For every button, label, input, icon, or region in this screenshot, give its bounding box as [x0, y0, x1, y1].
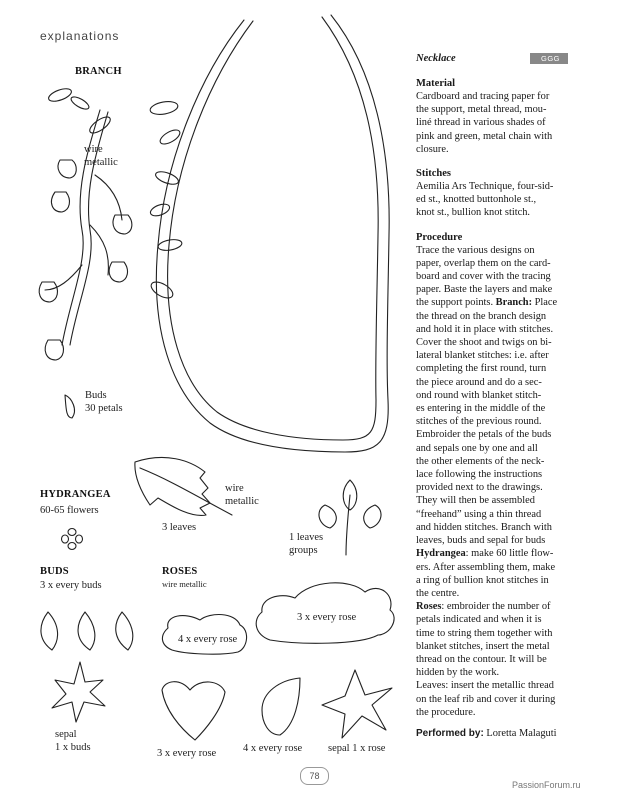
- procedure-heading: Procedure: [416, 231, 463, 243]
- label-line: wire: [225, 483, 244, 494]
- rose-petal-small-label: 4 x every rose: [178, 634, 238, 645]
- text-run: : make 60 little flow-: [465, 548, 554, 560]
- text-run: the support points.: [416, 297, 496, 309]
- text-line: stitches of the previous round.: [416, 416, 542, 428]
- page-number: 78: [300, 767, 329, 785]
- text-line: They will then be assembled: [416, 495, 535, 507]
- text-line: Cardboard and tracing paper for: [416, 91, 550, 102]
- difficulty-badge: GGG: [530, 53, 568, 64]
- text-line: pink and green, metal chain with: [416, 130, 553, 142]
- text-line: on the leaf rib and cover it during: [416, 693, 556, 705]
- text-line: the support, metal thread, mou-: [416, 104, 547, 116]
- text-line: Trace the various designs on: [416, 244, 535, 256]
- buds-count-label: 3 x every buds: [40, 580, 102, 591]
- performed-by-label: Performed by:: [416, 727, 484, 739]
- text-line: and hidden stitches. Branch with: [416, 521, 552, 533]
- text-line: es entering in the middle of the: [416, 403, 546, 415]
- text-line: a ring of bullion knot stitches in: [416, 574, 549, 586]
- rose-petal-teardrop-label: 4 x every rose: [243, 743, 303, 754]
- label-line: 1 leaves: [289, 532, 324, 543]
- text-line: the piece around and do a sec-: [416, 376, 542, 388]
- leaves-groups-label: [289, 531, 323, 557]
- material-heading: Material: [416, 78, 456, 89]
- text-line: ed st., knotted buttonhole st.,: [416, 194, 537, 206]
- text-line: hidden by the work.: [416, 667, 500, 679]
- text-line: liné thread in various shades of: [416, 117, 546, 129]
- rose-petal-fan-drawing: [162, 682, 225, 740]
- procedure-text: [416, 244, 568, 719]
- text-line: Leaves: insert the metallic thread: [416, 680, 554, 692]
- rose-petal-fan-label: 3 x every rose: [157, 748, 217, 759]
- text-line: closure.: [416, 143, 449, 155]
- label-line: groups: [289, 545, 318, 556]
- label-line: metallic: [225, 496, 259, 507]
- hydrangea-term: Hydrangea: [416, 548, 466, 560]
- text-line: ond round with blanket stitch-: [416, 389, 542, 401]
- stitches-heading: Stitches: [416, 168, 451, 180]
- text-line: the thread on the branch design: [416, 310, 547, 322]
- section-header: explanations: [40, 29, 120, 43]
- bud-petals-drawing: [41, 612, 133, 650]
- bud-sepal-drawing: [52, 662, 105, 722]
- text-run: Place: [532, 297, 558, 309]
- necklace-outline-drawing: [156, 15, 389, 452]
- three-leaves-label: 3 leaves: [162, 522, 197, 533]
- credits: [416, 728, 568, 739]
- roses-heading: ROSES: [162, 566, 198, 577]
- rose-sepal-label: sepal 1 x rose: [328, 743, 386, 754]
- text-line: [416, 296, 568, 309]
- text-line: and sepals one by one and all: [416, 442, 538, 454]
- text-line: provided next to the drawings.: [416, 482, 543, 494]
- watermark: PassionForum.ru: [512, 780, 581, 790]
- label-line: sepal: [55, 729, 77, 740]
- text-line: thread on the contour. It will be: [416, 653, 547, 665]
- branch-label: BRANCH: [75, 66, 122, 77]
- text-line: petals indicated and when it is: [416, 614, 542, 626]
- text-line: lateral blanket stitches: i.e. after: [416, 350, 549, 362]
- rose-petal-large-label: 3 x every rose: [297, 612, 357, 623]
- label-line: 30 petals: [85, 403, 123, 414]
- material-text: [416, 90, 568, 156]
- text-line: [416, 547, 568, 560]
- text-line: [416, 600, 568, 613]
- text-line: knot st., bullion knot stitch.: [416, 207, 531, 219]
- wire-metallic-label-2: [225, 482, 259, 508]
- text-line: Cover the shoot and twigs on bi-: [416, 337, 552, 349]
- text-line: and hold it in place with stitches.: [416, 323, 554, 335]
- text-line: blanket stitches, insert the metal: [416, 640, 550, 652]
- stitches-text: [416, 180, 568, 220]
- branch-leaves-right-drawing: [149, 127, 183, 301]
- label-line: metallic: [84, 157, 118, 168]
- text-line: time to string them together with: [416, 627, 553, 639]
- text-line: completing the first round, turn: [416, 363, 547, 375]
- leaf-group-drawing: [319, 480, 381, 555]
- text-line: the centre.: [416, 587, 460, 599]
- text-line: lace following the instructions: [416, 469, 543, 481]
- text-line: board and cover with the tracing: [416, 271, 551, 283]
- roses-wire-label: wire metallic: [162, 579, 207, 589]
- label-line: Buds: [85, 390, 107, 401]
- bud-sepal-label: [55, 728, 91, 754]
- text-line: the other elements of the neck-: [416, 455, 545, 467]
- article-header: [416, 50, 568, 66]
- rose-petal-teardrop-drawing: [262, 678, 300, 735]
- author-name: Loretta Malaguti: [483, 727, 557, 739]
- instructions-column: [416, 50, 568, 739]
- hydrangea-label: HYDRANGEA: [40, 489, 111, 500]
- label-line: 1 x buds: [55, 742, 91, 753]
- wire-metallic-label-1: [84, 143, 118, 169]
- text-run: : embroider the number of: [441, 601, 551, 613]
- text-line: “freehand” using a thin thread: [416, 508, 542, 520]
- text-line: ers. After assembling them, make: [416, 561, 556, 573]
- article-title: Necklace: [416, 52, 456, 64]
- hydrangea-flower-drawing: [62, 529, 83, 550]
- roses-term: Roses: [416, 601, 442, 613]
- text-line: the procedure.: [416, 706, 476, 718]
- text-line: paper. Baste the layers and make: [416, 284, 553, 296]
- rose-sepal-drawing: [322, 670, 392, 738]
- big-leaf-drawing: [135, 457, 232, 515]
- text-line: paper, overlap them on the card-: [416, 257, 551, 269]
- text-line: leaves, buds and sepal for buds: [416, 535, 546, 547]
- branch-term: Branch:: [495, 297, 533, 309]
- text-line: Embroider the petals of the buds: [416, 429, 552, 441]
- hydrangea-count-label: 60-65 flowers: [40, 505, 99, 516]
- label-line: wire: [84, 144, 103, 155]
- buds-petals-label: [85, 389, 123, 415]
- buds-heading: BUDS: [40, 566, 69, 577]
- text-line: Aemilia Ars Technique, four-sid-: [416, 181, 554, 193]
